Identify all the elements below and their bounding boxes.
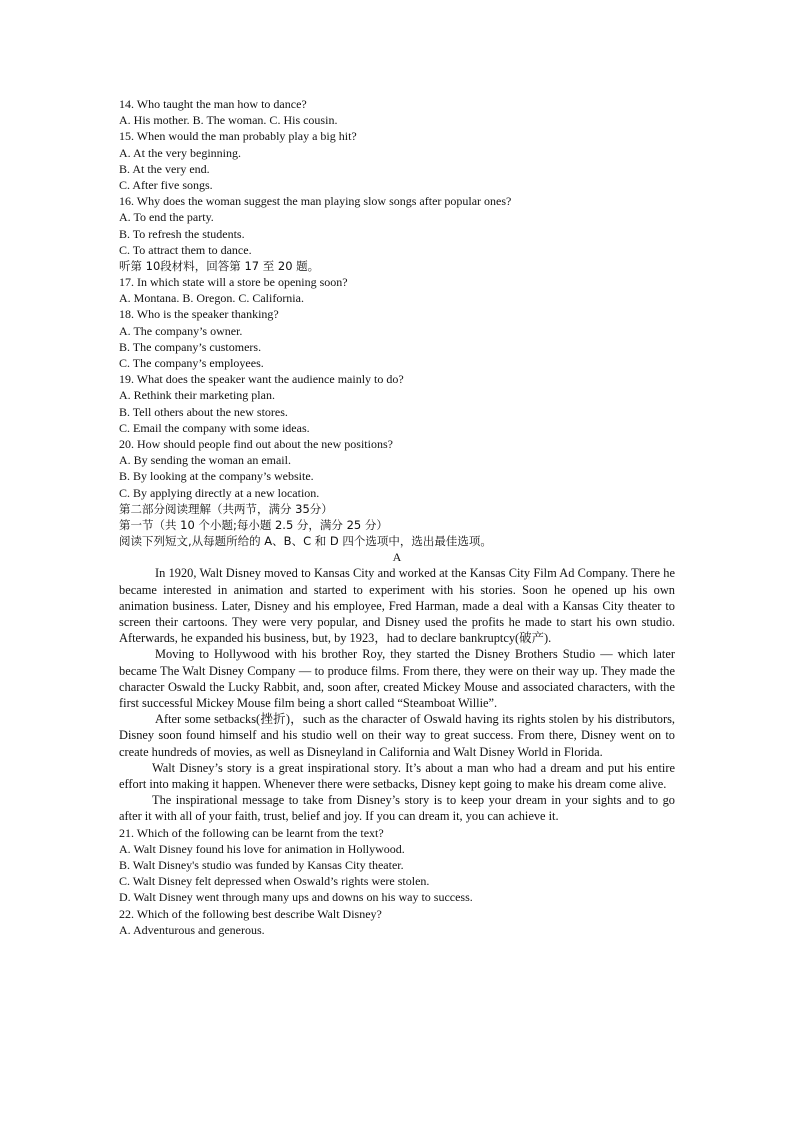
passage-paragraph-3: After some setbacks(挫折)，such as the character of Oswald having its rights stolen by his distributors, Disney soon found himself and his studio well on their way to great success. From there, Disney went on to create hundreds of movies, as well as Disneyland in California and Walt Disney World in Florida. xyxy=(119,712,675,759)
q19-option-c: C. Email the company with some ideas. xyxy=(119,420,310,435)
section1-heading: 第一节（共 10 个小题;每小题 2.5 分，满分 25 分） xyxy=(119,517,388,532)
q19-stem: 19. What does the speaker want the audience mainly to do? xyxy=(119,372,404,387)
q15-stem: 15. When would the man probably play a big hit? xyxy=(119,129,357,144)
q15-option-b: B. At the very end. xyxy=(119,161,210,176)
passage-paragraph-5: The inspirational message to take from Disney’s story is to keep your dream in your sights and to go after it with all of your faith, trust, belief and joy. If you can dream it, you can achieve it. xyxy=(119,793,675,824)
q14-stem: 14. Who taught the man how to dance? xyxy=(119,97,307,111)
q17-options: A. Montana. B. Oregon. C. California. xyxy=(119,291,304,306)
q15-option-a: A. At the very beginning. xyxy=(119,145,241,160)
q16-option-c: C. To attract them to dance. xyxy=(119,242,252,257)
q16-option-a: A. To end the party. xyxy=(119,210,214,225)
q21-option-d: D. Walt Disney went through many ups and downs on his way to success. xyxy=(119,890,473,905)
q21-option-c: C. Walt Disney felt depressed when Oswald’s rights were stolen. xyxy=(119,874,430,889)
q20-stem: 20. How should people find out about the new positions? xyxy=(119,436,393,451)
q21-stem: 21. Which of the following can be learnt from the text? xyxy=(119,825,384,840)
q16-option-b: B. To refresh the students. xyxy=(119,226,245,241)
q19-option-a: A. Rethink their marketing plan. xyxy=(119,388,275,403)
part2-heading: 第二部分阅读理解（共两节，满分 35分） xyxy=(119,501,333,516)
q20-option-c: C. By applying directly at a new location. xyxy=(119,485,320,500)
exam-page xyxy=(119,96,675,938)
q15-option-c: C. After five songs. xyxy=(119,177,213,192)
q20-option-b: B. By looking at the company’s website. xyxy=(119,469,314,484)
instructions: 阅读下列短文,从每题所给的 A、B、C 和 D 四个选项中，选出最佳选项。 xyxy=(119,534,492,549)
passage-paragraph-2: Moving to Hollywood with his brother Roy, they started the Disney Brothers Studio — which later became The Walt Disney Company — to produce films. From there, they were on their way up. They made the character Oswald the Lucky Rabbit, and, soon after, created Mickey Mouse and associated characters, with the first successful Mickey Mouse film being a short called “Steamboat Willie”. xyxy=(119,647,675,711)
q16-stem: 16. Why does the woman suggest the man playing slow songs after popular ones? xyxy=(119,194,512,209)
q17-stem: 17. In which state will a store be opening soon? xyxy=(119,275,348,290)
q21-option-b: B. Walt Disney's studio was funded by Kansas City theater. xyxy=(119,858,404,873)
section-heading-passage-10: 听第 10段材料，回答第 17 至 20 题。 xyxy=(119,258,320,273)
q18-option-a: A. The company’s owner. xyxy=(119,323,243,338)
passage-paragraph-4: Walt Disney’s story is a great inspirational story. It’s about a man who had a dream and put his entire effort into making it happen. Whenever there were setbacks, Disney kept going to make his dream come alive. xyxy=(119,760,675,792)
q18-option-c: C. The company’s employees. xyxy=(119,356,264,370)
q22-option-a: A. Adventurous and generous. xyxy=(119,922,265,937)
q19-option-b: B. Tell others about the new stores. xyxy=(119,404,288,419)
q22-stem: 22. Which of the following best describe Walt Disney? xyxy=(119,906,382,921)
q14-options: A. His mother. B. The woman. C. His cousin. xyxy=(119,113,338,128)
q18-option-b: B. The company’s customers. xyxy=(119,339,262,354)
q21-option-a: A. Walt Disney found his love for animation in Hollywood. xyxy=(119,841,405,856)
passage-paragraph-1: In 1920, Walt Disney moved to Kansas City and worked at the Kansas City Film Ad Company. There he became interested in animation and started to experiment with his stories. Soon he opened up his own animation business. Later, Disney and his employee, Fred Harman, made a deal with a Kansas City theater to screen their cartoons. They were very popular, and Disney used the profits he made to start his own studio. Afterwards, he expanded his business, but, by 1923，had to declare bankruptcy(破产). xyxy=(119,566,675,646)
q20-option-a: A. By sending the woman an email. xyxy=(119,453,291,468)
q18-stem: 18. Who is the speaker thanking? xyxy=(119,307,279,322)
passage-label: A xyxy=(392,550,402,565)
